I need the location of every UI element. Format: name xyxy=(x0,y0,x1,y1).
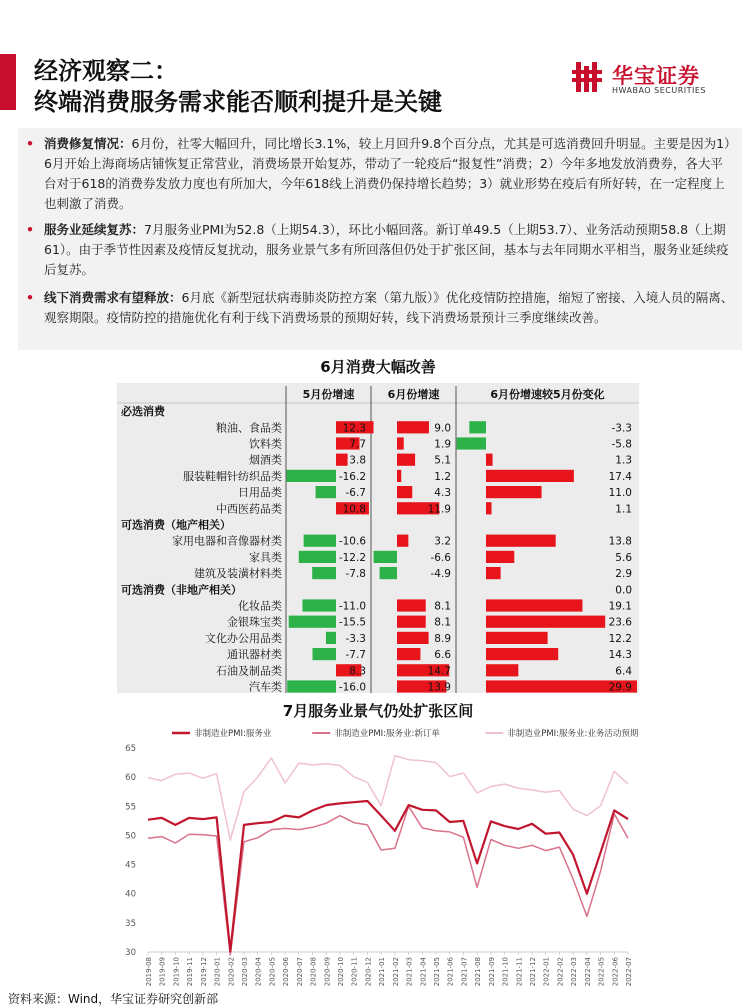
table-value: -3.3 xyxy=(345,632,366,645)
table-value: 11.9 xyxy=(427,503,451,516)
table-value: 1.9 xyxy=(434,438,451,451)
table-value: -7.8 xyxy=(345,568,366,581)
table-value: 11.0 xyxy=(608,487,632,500)
table-row-label: 家具类 xyxy=(249,550,282,564)
x-tick-label: 2019-10 xyxy=(172,957,181,987)
x-tick-label: 2019-11 xyxy=(186,957,195,987)
table-value: 5.1 xyxy=(434,454,451,467)
bullet-head: 消费修复情况： xyxy=(44,136,132,151)
x-tick-label: 2019-08 xyxy=(145,957,153,987)
x-tick-label: 2022-01 xyxy=(542,957,551,987)
table-row-label: 建筑及装潢材料类 xyxy=(194,567,282,581)
y-tick-label: 65 xyxy=(125,744,136,754)
y-tick-label: 55 xyxy=(125,802,136,813)
x-tick-label: 2020-02 xyxy=(227,957,236,987)
table-value: -12.2 xyxy=(338,551,366,564)
table-value: 19.1 xyxy=(608,600,632,613)
logo-cn-text: 华宝证券 xyxy=(612,64,700,88)
page-title-line1: 经济观察二： xyxy=(34,57,178,85)
legend-label: 非制造业PMI:服务业:业务活动预期 xyxy=(507,729,639,739)
series-line xyxy=(148,801,628,951)
table-value: 6.6 xyxy=(434,649,451,662)
y-tick-label: 50 xyxy=(125,831,136,842)
table-value: -7.7 xyxy=(345,649,366,662)
source-note: 资料来源：Wind，华宝证券研究创新部 xyxy=(8,992,219,1006)
bullet-body: 7月服务业PMI为52.8（上期54.3），环比小幅回落。新订单49.5（上期53.7）、业务活动预期58.8（上期61）。由于季节性因素及疫情反复扰动，服务业景气多有所回落但仍处于扩张区间，基本与去年同期水平相当，服务业延续疫后复苏。 xyxy=(44,222,729,277)
x-tick-label: 2022-02 xyxy=(556,957,565,987)
table-value: -5.8 xyxy=(611,438,632,451)
x-tick-label: 2022-05 xyxy=(597,957,606,987)
legend-label: 非制造业PMI:服务业 xyxy=(194,729,272,739)
x-tick-label: 2021-07 xyxy=(460,957,469,987)
x-tick-label: 2022-06 xyxy=(611,957,620,987)
x-tick-label: 2021-04 xyxy=(419,957,428,987)
table-row-label: 文化办公用品类 xyxy=(205,631,282,645)
bullet-head: 线下消费需求有望释放： xyxy=(44,290,182,305)
x-tick-label: 2021-12 xyxy=(529,957,537,987)
table-row-label: 金银珠宝类 xyxy=(227,615,282,629)
bullet-body: 6月底《新型冠状病毒肺炎防控方案（第九版）》优化疫情防控措施，缩短了密接、入境人员的隔离、观察期限。疫情防控的措施优化有利于线下消费场景的预期好转，线下消费场景预计三季度继续改善。 xyxy=(44,290,734,325)
y-tick-label: 35 xyxy=(125,918,136,929)
x-tick-label: 2019-09 xyxy=(158,957,167,987)
x-tick-label: 2020-03 xyxy=(241,957,249,987)
x-tick-label: 2020-11 xyxy=(350,957,359,987)
x-tick-label: 2019-12 xyxy=(199,957,208,987)
table-value: -16.2 xyxy=(338,470,366,483)
x-tick-label: 2020-04 xyxy=(254,957,263,987)
table-row-label: 粮油、食品类 xyxy=(216,421,282,435)
table-group-label: 可选消费（非地产相关） xyxy=(121,583,242,597)
table-column-header: 6月份增速较5月份变化 xyxy=(490,388,605,401)
x-tick-label: 2020-09 xyxy=(323,957,332,987)
table-value: -3.3 xyxy=(611,422,632,435)
logo-en-text: HWABAO SECURITIES xyxy=(612,86,706,95)
table-value: -16.0 xyxy=(338,681,366,694)
table-value: 10.8 xyxy=(342,503,366,516)
series-line xyxy=(148,806,628,955)
table-value: 3.8 xyxy=(349,454,366,467)
table-value: 1.2 xyxy=(434,470,451,483)
table-value: 13.9 xyxy=(427,681,451,694)
x-tick-label: 2021-05 xyxy=(433,957,441,987)
x-tick-label: 2020-06 xyxy=(282,957,291,987)
table-title: 6月消费大幅改善 xyxy=(320,358,436,376)
table-value: 12.2 xyxy=(608,632,632,645)
x-tick-label: 2021-01 xyxy=(378,957,387,987)
chart-title: 7月服务业景气仍处扩张区间 xyxy=(282,702,474,720)
table-value: -6.6 xyxy=(430,551,451,564)
table-value: 5.6 xyxy=(615,551,632,564)
table-value: 1.3 xyxy=(615,454,632,467)
series-line xyxy=(148,756,628,841)
table-value: 14.3 xyxy=(608,649,632,662)
table-row-label: 烟酒类 xyxy=(249,453,282,467)
table-value: 8.3 xyxy=(349,665,366,678)
table-value: 1.1 xyxy=(615,503,632,516)
bullet-body: 6月份，社零大幅回升，同比增长3.1%，较上月回升9.8个百分点，尤其是可选消费回升明显。主要是因为1）6月开始上海商场店铺恢复正常营业，消费场景开始复苏，带动了一轮疫后“报复性”消费；2）今年多地发放消费券，各大平台对于618的消费券发放力度也有所加大，今年618线上消费仍保持增长趋势；3）就业形势在疫后有所好转，在一定程度上也刺激了消费。 xyxy=(44,136,731,211)
x-tick-label: 2020-07 xyxy=(295,957,304,987)
x-tick-label: 2021-03 xyxy=(405,957,414,987)
table-value: -4.9 xyxy=(430,568,451,581)
table-value: 23.6 xyxy=(608,616,632,629)
table-column-header: 6月份增速 xyxy=(387,388,440,401)
table-value: -10.6 xyxy=(338,535,366,548)
table-group-label: 可选消费（地产相关） xyxy=(121,518,231,532)
table-value: 9.0 xyxy=(434,422,451,435)
y-tick-label: 45 xyxy=(125,860,136,871)
table-value: 12.3 xyxy=(342,422,366,435)
table-value: 17.4 xyxy=(608,470,632,483)
table-value: -15.5 xyxy=(338,616,366,629)
table-row-label: 通讯器材类 xyxy=(227,648,282,662)
legend-label: 非制造业PMI:服务业:新订单 xyxy=(334,729,440,739)
x-tick-label: 2021-09 xyxy=(487,957,496,987)
table-value: 3.2 xyxy=(434,535,451,548)
table-column-header: 5月份增速 xyxy=(302,388,355,401)
table-value: 8.9 xyxy=(434,632,451,645)
table-value: 14.7 xyxy=(427,665,451,678)
table-value: 8.1 xyxy=(434,616,451,629)
x-tick-label: 2020-10 xyxy=(337,957,345,987)
table-row-label: 汽车类 xyxy=(249,680,282,694)
x-tick-label: 2020-05 xyxy=(268,957,277,987)
x-tick-label: 2020-01 xyxy=(213,957,222,987)
table-row-label: 服装鞋帽针纺织品类 xyxy=(183,469,282,483)
x-tick-label: 2021-08 xyxy=(474,957,483,987)
table-group-label: 必选消费 xyxy=(121,405,165,419)
bullet-dot-icon: • xyxy=(26,290,34,305)
table-value: 29.9 xyxy=(608,681,632,694)
y-tick-label: 30 xyxy=(125,948,136,958)
x-tick-label: 2021-10 xyxy=(501,957,510,987)
x-tick-label: 2021-11 xyxy=(515,957,524,987)
x-tick-label: 2022-04 xyxy=(583,957,592,987)
table-value: 8.1 xyxy=(434,600,451,613)
x-tick-label: 2020-12 xyxy=(364,957,373,987)
table-row-label: 化妆品类 xyxy=(238,599,282,613)
x-tick-label: 2021-02 xyxy=(391,957,400,987)
table-row-label: 家用电器和音像器材类 xyxy=(172,534,282,548)
table-value: -6.7 xyxy=(345,487,366,500)
table-row-label: 日用品类 xyxy=(238,486,282,500)
table-value: 0.0 xyxy=(615,584,632,597)
x-tick-label: 2021-06 xyxy=(446,957,455,987)
table-value: 2.9 xyxy=(615,568,632,581)
table-value: 4.3 xyxy=(434,487,451,500)
table-row-label: 饮料类 xyxy=(249,437,282,451)
x-tick-label: 2020-08 xyxy=(309,957,318,987)
x-tick-label: 2022-03 xyxy=(570,957,579,987)
table-row-label: 中西医药品类 xyxy=(216,502,282,516)
bullet-dot-icon: • xyxy=(26,222,34,237)
bullet-dot-icon: • xyxy=(26,136,34,151)
x-tick-label: 2022-07 xyxy=(625,957,633,987)
table-value: 7.7 xyxy=(349,438,366,451)
y-tick-label: 40 xyxy=(125,889,136,900)
table-value: 6.4 xyxy=(615,665,632,678)
y-tick-label: 60 xyxy=(125,773,136,784)
table-row-label: 石油及制品类 xyxy=(216,664,282,678)
page-title-line2: 终端消费服务需求能否顺利提升是关键 xyxy=(34,88,442,116)
table-value: 13.8 xyxy=(608,535,632,548)
bullet-head: 服务业延续复苏： xyxy=(44,222,145,237)
table-value: -11.0 xyxy=(338,600,366,613)
